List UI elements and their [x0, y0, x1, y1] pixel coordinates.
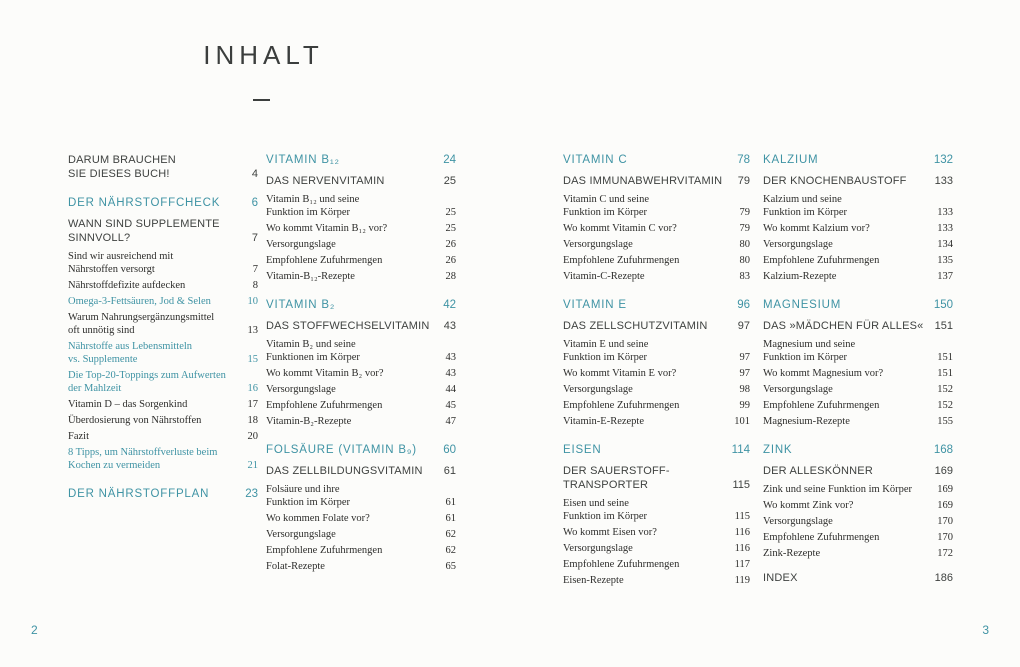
toc-item-label: DAS NERVENVITAMIN	[266, 175, 385, 187]
toc-item-label: DAS ZELLBILDUNGSVITAMIN	[266, 465, 423, 477]
toc-item-page: 97	[739, 368, 750, 379]
toc-item-page: 79	[739, 223, 750, 234]
toc-item-page: 134	[937, 239, 953, 250]
toc-item-label: Warum Nahrungsergänzungsmittel oft unnötig sind	[68, 312, 215, 336]
toc-item	[68, 250, 258, 276]
toc-item	[563, 574, 750, 587]
toc-item	[563, 270, 750, 283]
toc-item-label: ZINK	[763, 444, 793, 456]
toc-item	[68, 369, 258, 395]
toc-item	[68, 487, 258, 502]
toc-item	[763, 222, 953, 235]
toc-item-page: 61	[445, 513, 456, 524]
toc-item-label: Magnesium und seine Funktion im Körper	[763, 339, 856, 363]
toc-item	[266, 560, 456, 573]
toc-item-page: 155	[937, 416, 953, 427]
toc-item-label: Zink und seine Funktion im Körper	[763, 484, 913, 495]
toc-item-page: 97	[737, 320, 750, 332]
toc-item-page: 116	[734, 527, 750, 538]
toc-item-label: Kalzium-Rezepte	[763, 271, 837, 282]
toc-item-page: 99	[739, 400, 750, 411]
toc-item-page: 62	[445, 529, 456, 540]
toc-item	[763, 254, 953, 267]
toc-item-page: 172	[937, 548, 953, 559]
toc-item	[266, 443, 456, 458]
toc-item	[266, 367, 456, 380]
toc-item-label: DER SAUERSTOFF- TRANSPORTER	[563, 465, 670, 491]
toc-item-label: DAS »MÄDCHEN FÜR ALLES«	[763, 320, 924, 332]
toc-item-page: 186	[934, 572, 953, 584]
toc-item-page: 47	[445, 416, 456, 427]
toc-item-label: Versorgungslage	[763, 516, 833, 527]
toc-item-label: Wo kommt Vitamin B₂ vor?	[266, 368, 384, 379]
toc-item	[563, 338, 750, 364]
toc-item	[763, 174, 953, 188]
toc-item-label: Vitamin-C-Rezepte	[563, 271, 645, 282]
toc-item-label: Fazit	[68, 431, 89, 442]
toc-item-page: 79	[739, 207, 750, 218]
toc-item-label: Wo kommt Eisen vor?	[563, 527, 657, 538]
toc-item-page: 25	[445, 223, 456, 234]
toc-item	[266, 153, 456, 168]
toc-item	[763, 383, 953, 396]
toc-item	[266, 528, 456, 541]
toc-item	[563, 367, 750, 380]
toc-item-page: 4	[251, 168, 258, 180]
toc-item-page: 6	[251, 197, 258, 209]
toc-item	[563, 193, 750, 219]
toc-item-page: 150	[933, 299, 953, 311]
page-title: INHALT	[203, 40, 324, 70]
toc-item	[266, 238, 456, 251]
toc-item	[68, 398, 258, 411]
toc-item-label: Nährstoffdefizite aufdecken	[68, 280, 186, 291]
toc-column	[763, 153, 953, 590]
toc-item-page: 169	[937, 500, 953, 511]
toc-item	[563, 298, 750, 313]
toc-item-page: 17	[247, 399, 258, 410]
toc-item-label: Wo kommt Kalzium vor?	[763, 223, 870, 234]
toc-item-label: DER ALLESKÖNNER	[763, 465, 873, 477]
toc-item-label: DER NÄHRSTOFFPLAN	[68, 488, 210, 500]
toc-item	[563, 526, 750, 539]
toc-item-page: 60	[443, 444, 456, 456]
toc-item-page: 169	[934, 465, 953, 477]
toc-item-page: 133	[937, 223, 953, 234]
toc-item-label: Omega-3-Fettsäuren, Jod & Selen	[68, 296, 211, 307]
toc-item	[763, 464, 953, 478]
toc-item-label: Vitamin C und seine Funktion im Körper	[563, 194, 649, 218]
toc-item-page: 96	[737, 299, 750, 311]
toc-item-page: 152	[937, 384, 953, 395]
toc-item-page: 65	[445, 561, 456, 572]
toc-item-label: INDEX	[763, 572, 798, 584]
toc-item-page: 20	[247, 431, 258, 442]
toc-item	[563, 222, 750, 235]
toc-item-label: Versorgungslage	[266, 529, 336, 540]
toc-item	[563, 399, 750, 412]
toc-item	[266, 512, 456, 525]
toc-item	[68, 430, 258, 443]
toc-item	[563, 558, 750, 571]
toc-item	[763, 270, 953, 283]
toc-item-label: Wo kommt Zink vor?	[763, 500, 854, 511]
toc-item	[763, 399, 953, 412]
toc-item-label: Wo kommt Vitamin E vor?	[563, 368, 677, 379]
toc-item-page: 45	[445, 400, 456, 411]
toc-item-page: 101	[734, 416, 750, 427]
toc-item-label: Versorgungslage	[266, 384, 336, 395]
toc-item-label: Eisen und seine Funktion im Körper	[563, 498, 647, 522]
toc-item	[266, 415, 456, 428]
toc-item	[563, 254, 750, 267]
toc-item-label: DAS STOFFWECHSELVITAMIN	[266, 320, 430, 332]
toc-item	[266, 174, 456, 188]
toc-item-label: Vitamin E und seine Funktion im Körper	[563, 339, 649, 363]
toc-item	[763, 531, 953, 544]
toc-item	[763, 443, 953, 458]
toc-item	[266, 319, 456, 333]
toc-item	[266, 483, 456, 509]
toc-item-label: Versorgungslage	[763, 239, 833, 250]
toc-item-page: 151	[934, 320, 953, 332]
toc-item	[563, 319, 750, 333]
toc-item	[68, 446, 258, 472]
toc-item-page: 133	[934, 175, 953, 187]
toc-item	[68, 217, 258, 245]
toc-item-label: Zink-Rezepte	[763, 548, 821, 559]
toc-column	[563, 153, 750, 590]
toc-item-label: VITAMIN B₁₂	[266, 154, 340, 166]
toc-item-page: 170	[937, 516, 953, 527]
toc-item	[763, 499, 953, 512]
toc-item-label: Sind wir ausreichend mit Nährstoffen versorgt	[68, 251, 174, 275]
toc-item-page: 169	[937, 484, 953, 495]
toc-item-label: KALZIUM	[763, 154, 819, 166]
toc-item-label: Überdosierung von Nährstoffen	[68, 415, 202, 426]
toc-item	[763, 193, 953, 219]
toc-item-page: 80	[739, 239, 750, 250]
toc-item-page: 115	[732, 479, 750, 491]
toc-item	[763, 571, 953, 585]
toc-item-label: Versorgungslage	[563, 543, 633, 554]
toc-item	[763, 238, 953, 251]
toc-item-page: 7	[252, 264, 258, 275]
toc-item	[68, 295, 258, 308]
toc-item-label: Empfohlene Zufuhrmengen	[563, 255, 680, 266]
toc-item-page: 43	[443, 320, 456, 332]
toc-item-page: 23	[245, 488, 258, 500]
toc-item-page: 151	[937, 368, 953, 379]
toc-item-label: MAGNESIUM	[763, 299, 842, 311]
toc-item	[563, 415, 750, 428]
toc-item-label: Die Top-20-Toppings zum Aufwerten der Mahlzeit	[68, 370, 226, 394]
toc-item-page: 8	[252, 280, 258, 291]
toc-item	[68, 414, 258, 427]
toc-item-label: Empfohlene Zufuhrmengen	[266, 545, 383, 556]
toc-item-page: 16	[247, 383, 258, 394]
toc-item-page: 114	[731, 444, 750, 456]
toc-item-page: 133	[937, 207, 953, 218]
toc-item-label: Empfohlene Zufuhrmengen	[266, 400, 383, 411]
toc-item	[563, 153, 750, 168]
toc-item-label: FOLSÄURE (VITAMIN B₉)	[266, 444, 417, 456]
toc-item	[763, 298, 953, 313]
toc-item-page: 116	[734, 543, 750, 554]
toc-item-page: 79	[737, 175, 750, 187]
toc-item-label: DER KNOCHENBAUSTOFF	[763, 175, 907, 187]
toc-item-label: Wo kommt Vitamin C vor?	[563, 223, 677, 234]
toc-item	[68, 311, 258, 337]
toc-item-page: 25	[443, 175, 456, 187]
toc-item-page: 170	[937, 532, 953, 543]
toc-item	[763, 415, 953, 428]
toc-item-page: 24	[443, 154, 456, 166]
toc-item-page: 26	[445, 255, 456, 266]
toc-item-page: 117	[734, 559, 750, 570]
toc-item-label: Vitamin D – das Sorgenkind	[68, 399, 188, 410]
toc-item	[563, 497, 750, 523]
toc-item-label: Wo kommt Vitamin B₁₂ vor?	[266, 223, 388, 234]
toc-item-page: 137	[937, 271, 953, 282]
toc-item-page: 83	[739, 271, 750, 282]
toc-item-page: 25	[445, 207, 456, 218]
toc-item-label: Vitamin B₂ und seine Funktionen im Körper	[266, 339, 360, 363]
toc-item-label: DER NÄHRSTOFFCHECK	[68, 197, 221, 209]
toc-item-page: 78	[737, 154, 750, 166]
toc-item-page: 18	[247, 415, 258, 426]
toc-item-label: Eisen-Rezepte	[563, 575, 624, 586]
toc-item	[68, 340, 258, 366]
toc-item	[266, 222, 456, 235]
toc-item-label: 8 Tipps, um Nährstoffverluste beim Kochen zu vermeiden	[68, 447, 218, 471]
toc-item-label: EISEN	[563, 444, 602, 456]
toc-item-page: 115	[734, 511, 750, 522]
toc-item-label: Versorgungslage	[763, 384, 833, 395]
toc-item-page: 61	[445, 497, 456, 508]
toc-item-page: 135	[937, 255, 953, 266]
toc-item-label: DARUM BRAUCHEN SIE DIESES BUCH!	[68, 154, 176, 180]
toc-item	[563, 238, 750, 251]
toc-item-page: 28	[445, 271, 456, 282]
toc-item-label: Wo kommen Folate vor?	[266, 513, 370, 524]
page-number-right: 3	[982, 623, 989, 637]
toc-item-label: Empfohlene Zufuhrmengen	[763, 532, 880, 543]
toc-item	[266, 193, 456, 219]
toc-item-label: Empfohlene Zufuhrmengen	[563, 400, 680, 411]
toc-item-page: 26	[445, 239, 456, 250]
toc-item-page: 42	[443, 299, 456, 311]
toc-item-label: Folsäure und ihre Funktion im Körper	[266, 484, 350, 508]
toc-item-label: Empfohlene Zufuhrmengen	[266, 255, 383, 266]
toc-item	[763, 483, 953, 496]
toc-item-page: 80	[739, 255, 750, 266]
toc-item	[563, 542, 750, 555]
toc-item	[763, 547, 953, 560]
toc-item	[563, 174, 750, 188]
toc-item	[563, 443, 750, 458]
toc-item-page: 97	[739, 352, 750, 363]
toc-item-label: VITAMIN C	[563, 154, 628, 166]
toc-item-label: DAS ZELLSCHUTZVITAMIN	[563, 320, 708, 332]
toc-item	[266, 464, 456, 478]
toc-item-label: Nährstoffe aus Lebensmitteln vs. Supplemente	[68, 341, 193, 365]
toc-item	[763, 338, 953, 364]
toc-item-page: 151	[937, 352, 953, 363]
toc-item-label: Wo kommt Magnesium vor?	[763, 368, 884, 379]
toc-item-label: Folat-Rezepte	[266, 561, 325, 572]
toc-item-label: Versorgungslage	[266, 239, 336, 250]
toc-item-page: 15	[247, 354, 258, 365]
toc-item-label: Vitamin B₁₂ und seine Funktion im Körper	[266, 194, 360, 218]
toc-item-label: Kalzium und seine Funktion im Körper	[763, 194, 847, 218]
toc-item	[563, 383, 750, 396]
toc-item-page: 61	[443, 465, 456, 477]
toc-item-page: 152	[937, 400, 953, 411]
toc-item-page: 13	[247, 325, 258, 336]
toc-item	[763, 367, 953, 380]
toc-item	[763, 515, 953, 528]
page-number-left: 2	[31, 623, 38, 637]
toc-item	[266, 544, 456, 557]
toc-item-page: 168	[933, 444, 953, 456]
toc-item-label: Vitamin-B₁₂-Rezepte	[266, 271, 355, 282]
toc-item	[266, 399, 456, 412]
toc-item-page: 43	[445, 352, 456, 363]
toc-item-label: Empfohlene Zufuhrmengen	[763, 255, 880, 266]
toc-item	[68, 196, 258, 211]
toc-item-label: Vitamin-B₂-Rezepte	[266, 416, 352, 427]
toc-column	[68, 153, 258, 508]
toc-item-page: 44	[445, 384, 456, 395]
toc-item-label: VITAMIN B₂	[266, 299, 336, 311]
toc-item	[763, 153, 953, 168]
toc-item-label: Versorgungslage	[563, 384, 633, 395]
toc-item-label: Vitamin-E-Rezepte	[563, 416, 645, 427]
toc-item	[763, 319, 953, 333]
toc-item-page: 132	[933, 154, 953, 166]
toc-column	[266, 153, 456, 576]
toc-item	[266, 338, 456, 364]
toc-item	[266, 254, 456, 267]
toc-item-label: Empfohlene Zufuhrmengen	[563, 559, 680, 570]
toc-item-label: Empfohlene Zufuhrmengen	[763, 400, 880, 411]
toc-item	[68, 153, 258, 181]
toc-item-page: 21	[247, 460, 258, 471]
toc-item-label: WANN SIND SUPPLEMENTE SINNVOLL?	[68, 218, 220, 244]
toc-item	[266, 383, 456, 396]
toc-item-label: VITAMIN E	[563, 299, 627, 311]
toc-item-page: 98	[739, 384, 750, 395]
toc-item	[266, 270, 456, 283]
toc-item-page: 43	[445, 368, 456, 379]
toc-item	[68, 279, 258, 292]
toc-item-label: Magnesium-Rezepte	[763, 416, 850, 427]
toc-item-page: 7	[251, 232, 258, 244]
toc-item-page: 62	[445, 545, 456, 556]
toc-item	[266, 298, 456, 313]
toc-item	[563, 464, 750, 492]
toc-item-page: 10	[247, 296, 258, 307]
toc-item-label: Versorgungslage	[563, 239, 633, 250]
toc-item-page: 119	[734, 575, 750, 586]
toc-item-label: DAS IMMUNABWEHRVITAMIN	[563, 175, 723, 187]
